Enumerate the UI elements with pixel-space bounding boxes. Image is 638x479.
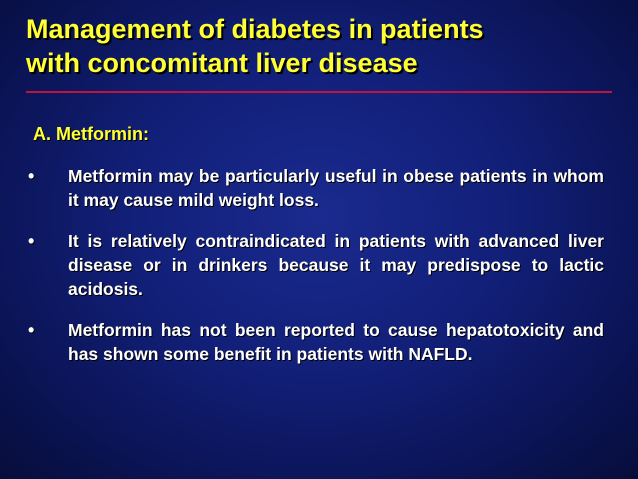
bullet-icon: • (28, 320, 35, 340)
bullet-item (28, 318, 608, 366)
slide-title-line-1: Management of diabetes in patients (26, 14, 484, 44)
bullet-item (28, 164, 608, 212)
section-heading: A. Metformin: (33, 124, 149, 144)
bullet-text: Metformin has not been reported to cause hepatotoxicity and has shown some benefit in patients with NAFLD. (68, 320, 604, 364)
slide-title-line-2: with concomitant liver disease (26, 48, 418, 78)
slide-title (26, 12, 616, 80)
title-divider (26, 91, 612, 93)
bullet-icon: • (28, 231, 35, 251)
bullet-icon: • (28, 166, 35, 186)
bullet-text: It is relatively contraindicated in patients with advanced liver disease or in drinkers because it may predispose to lactic acidosis. (68, 231, 604, 299)
bullet-text: Metformin may be particularly useful in obese patients in whom it may cause mild weight loss. (68, 166, 604, 210)
bullet-item (28, 229, 608, 301)
bullet-list (28, 164, 608, 383)
